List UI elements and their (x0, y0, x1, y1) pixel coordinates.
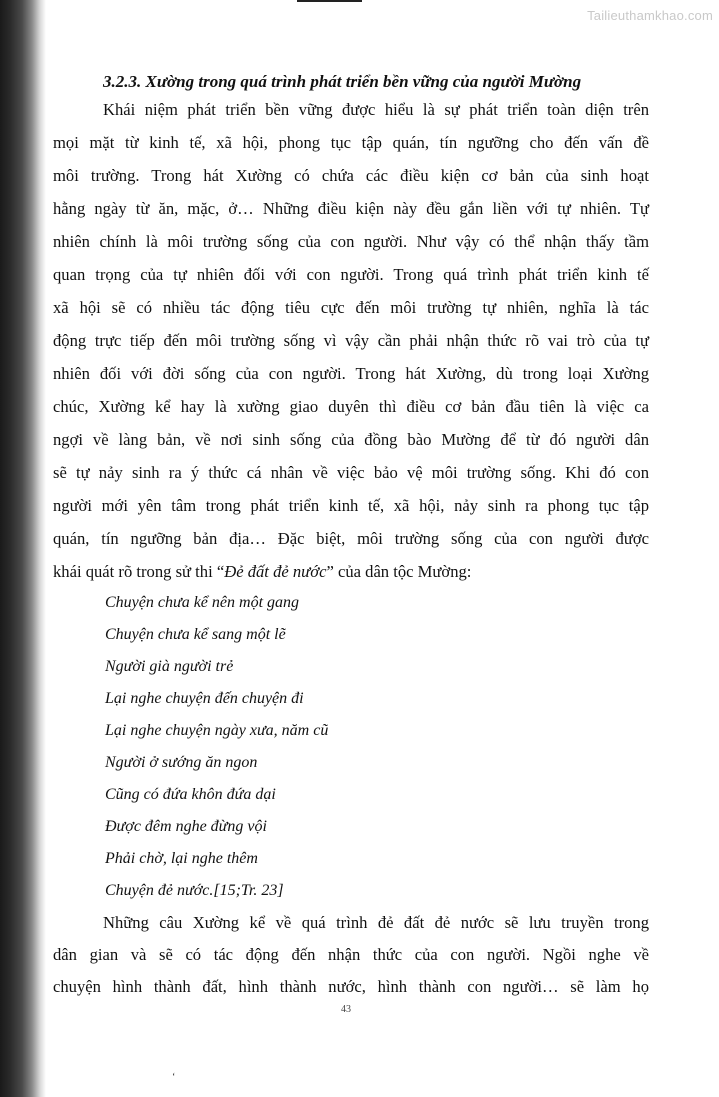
paragraph-line: ngợi về làng bản, về nơi sinh sống của đồng bào Mường để từ đó người dân (53, 430, 649, 449)
verse-line: Chuyện chưa kể sang một lẽ (105, 626, 286, 643)
paragraph-line: xã hội sẽ có nhiều tác động tiêu cực đến môi trường tự nhiên, nghĩa là tác (53, 298, 649, 317)
paragraph-line: nhiên chính là môi trường sống của con người. Như vậy có thể nhận thấy tầm (53, 232, 649, 251)
verse-line: Được đêm nghe đừng vội (105, 818, 267, 835)
verse-line: Lại nghe chuyện đến chuyện đi (105, 690, 304, 707)
text-run: khái quát rõ trong sử thi “ (53, 562, 225, 581)
paragraph-line: môi trường. Trong hát Xường có chứa các điều kiện cơ bản của sinh hoạt (53, 166, 649, 185)
verse-line: Cũng có đứa khôn đứa dại (105, 786, 276, 803)
paragraph-line: Những câu Xường kể về quá trình đẻ đất đẻ nước sẽ lưu truyền trong (103, 913, 649, 932)
paragraph-line-last (53, 562, 471, 582)
paragraph-line: Khái niệm phát triển bền vững được hiểu là sự phát triển toàn diện trên (103, 100, 649, 119)
page-number: 43 (341, 1004, 351, 1015)
paragraph-line: chuyện hình thành đất, hình thành nước, hình thành con người… sẽ làm họ (53, 977, 649, 996)
verse-line: Người ở sướng ăn ngon (105, 754, 258, 771)
section-heading: 3.2.3. Xường trong quá trình phát triển bền vững của người Mường (103, 72, 582, 91)
paragraph-line: động trực tiếp đến môi trường sống vì vậy cần phải nhận thức rõ vai trò của tự (53, 331, 649, 350)
scan-edge (0, 0, 46, 1097)
paragraph-line: mọi mặt từ kinh tế, xã hội, phong tục tập quán, tín ngưỡng cho đến vấn đề (53, 133, 649, 152)
verse-line: Phải chờ, lại nghe thêm (105, 850, 258, 867)
watermark: Tailieuthamkhao.com (587, 8, 713, 23)
paragraph-line: chúc, Xường kể hay là xường giao duyên thì điều cơ bản đầu tiên là việc ca (53, 397, 649, 416)
verse-line: Lại nghe chuyện ngày xưa, năm cũ (105, 722, 329, 739)
scan-speck: ʻ (172, 1072, 176, 1083)
verse-line: Chuyện chưa kể nên một gang (105, 594, 300, 611)
epic-title: Đẻ đất đẻ nước (224, 562, 327, 581)
paragraph-line: người mới yên tâm trong phát triển kinh tế, xã hội, nảy sinh ra phong tục tập (53, 496, 649, 515)
text-run: ” của dân tộc Mường: (326, 562, 472, 581)
top-rule (297, 0, 362, 2)
paragraph-line: quán, tín ngưỡng bản địa… Đặc biệt, môi trường sống của con người được (53, 529, 649, 548)
paragraph-line: quan trọng của tự nhiên đối với con người. Trong quá trình phát triển kinh tế (53, 265, 649, 284)
paragraph-line: dân gian và sẽ có tác động đến nhận thức của con người. Ngồi nghe về (53, 945, 649, 964)
paragraph-line: sẽ tự nảy sinh ra ý thức cá nhân về việc bảo vệ môi trường sống. Khi đó con (53, 463, 649, 482)
paragraph-line: nhiên đối với đời sống của con người. Trong hát Xường, dù trong loại Xường (53, 364, 649, 383)
verse-line: Chuyện đẻ nước.[15;Tr. 23] (105, 882, 284, 899)
verse-line: Người già người trẻ (105, 658, 234, 675)
paragraph-line: hằng ngày từ ăn, mặc, ở… Những điều kiện này đều gắn liền với tự nhiên. Tự (53, 199, 649, 218)
